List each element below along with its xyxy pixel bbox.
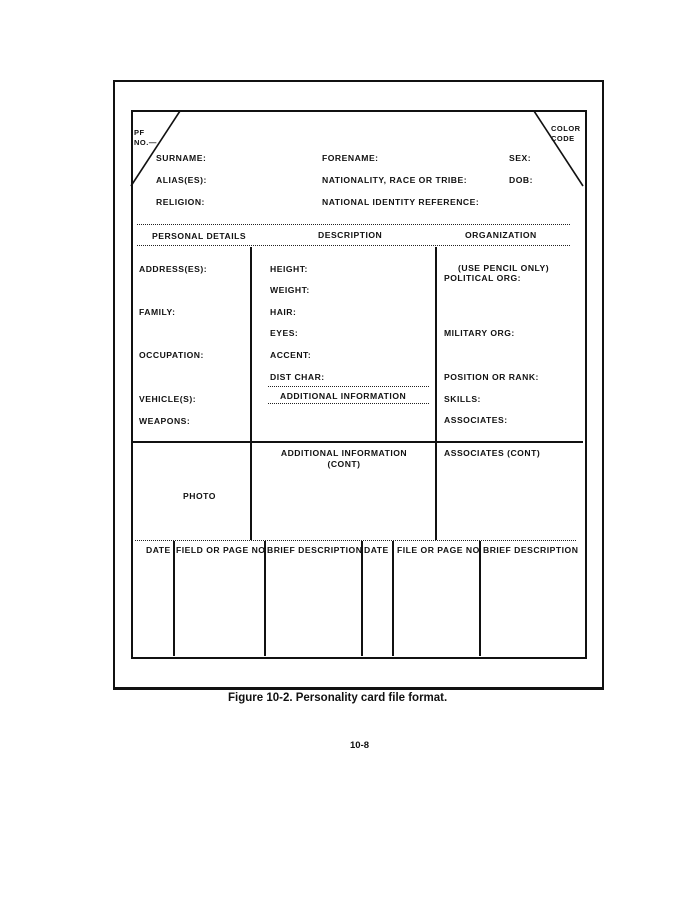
- column-divider-1: [250, 247, 252, 540]
- description-header: DESCRIPTION: [318, 230, 383, 240]
- skills-label: SKILLS:: [444, 394, 481, 404]
- position-rank-label: POSITION OR RANK:: [444, 372, 539, 382]
- figure-caption: Figure 10-2. Personality card file format.: [228, 692, 448, 704]
- header-dotted-top: [137, 224, 570, 225]
- photo-area-label: PHOTO: [183, 491, 216, 501]
- hair-label: HAIR:: [270, 307, 297, 317]
- addresses-label: ADDRESS(ES):: [139, 264, 208, 274]
- forename-label: FORENAME:: [322, 153, 379, 163]
- log-header-brief-description-2: BRIEF DESCRIPTION: [483, 545, 579, 555]
- family-label: FAMILY:: [139, 307, 176, 317]
- pf-number-label: PF NO.—: [134, 128, 157, 147]
- header-dotted-bottom: [137, 245, 570, 246]
- log-header-date-2: DATE: [364, 545, 389, 555]
- surname-label: SURNAME:: [156, 153, 207, 163]
- log-col-divider-4: [392, 541, 394, 656]
- log-header-date-1: DATE: [146, 545, 171, 555]
- log-col-divider-5: [479, 541, 481, 656]
- national-identity-label: NATIONAL IDENTITY REFERENCE:: [322, 197, 480, 207]
- associates-cont-header: ASSOCIATES (CONT): [444, 448, 541, 458]
- eyes-label: EYES:: [270, 328, 299, 338]
- log-col-divider-3: [361, 541, 363, 656]
- weapons-label: WEAPONS:: [139, 416, 191, 426]
- dob-label: DOB:: [509, 175, 533, 185]
- accent-label: ACCENT:: [270, 350, 312, 360]
- use-pencil-note: (USE PENCIL ONLY): [458, 263, 550, 273]
- height-label: HEIGHT:: [270, 264, 308, 274]
- log-col-divider-2: [264, 541, 266, 656]
- organization-header: ORGANIZATION: [465, 230, 537, 240]
- weight-label: WEIGHT:: [270, 285, 310, 295]
- log-col-divider-1: [173, 541, 175, 656]
- page-number: 10-8: [350, 740, 370, 751]
- log-header-field-page-no: FIELD OR PAGE NO: [176, 545, 266, 555]
- sex-label: SEX:: [509, 153, 532, 163]
- dist-char-label: DIST CHAR:: [270, 372, 325, 382]
- religion-label: RELIGION:: [156, 197, 205, 207]
- additional-info-cont-header: ADDITIONAL INFORMATION (CONT): [280, 448, 408, 469]
- log-dotted-top: [135, 540, 576, 541]
- lower-section-divider: [132, 441, 583, 443]
- political-org-label: POLITICAL ORG:: [444, 273, 522, 283]
- nationality-label: NATIONALITY, RACE OR TRIBE:: [322, 175, 468, 185]
- additional-info-header: ADDITIONAL INFORMATION: [280, 391, 407, 401]
- associates-label: ASSOCIATES:: [444, 415, 508, 425]
- occupation-label: OCCUPATION:: [139, 350, 204, 360]
- personal-details-header: PERSONAL DETAILS: [152, 231, 247, 241]
- military-org-label: MILITARY ORG:: [444, 328, 515, 338]
- aliases-label: ALIAS(ES):: [156, 175, 207, 185]
- log-header-file-page-no: FILE OR PAGE NO: [397, 545, 480, 555]
- vehicles-label: VEHICLE(S):: [139, 394, 197, 404]
- additional-info-dotted-top: [268, 386, 429, 387]
- column-divider-2: [435, 247, 437, 540]
- additional-info-dotted-bottom: [268, 403, 429, 404]
- log-header-brief-description-1: BRIEF DESCRIPTION: [267, 545, 363, 555]
- color-code-label: COLOR CODE: [551, 124, 581, 143]
